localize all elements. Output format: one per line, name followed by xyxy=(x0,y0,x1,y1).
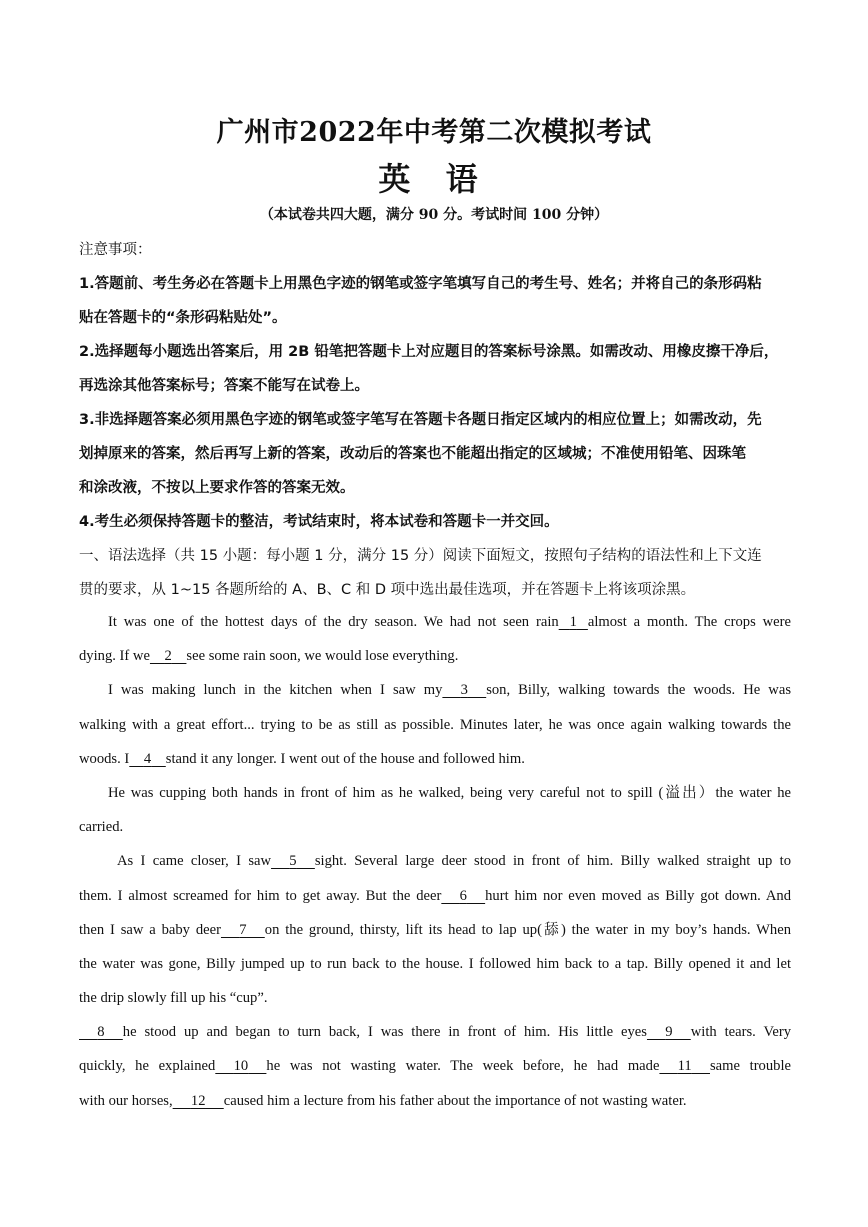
note-line: 划掉原来的答案，然后再写上新的答案，改动后的答案也不能超出指定的区域城；不准使用铅笔、因珠笔 xyxy=(79,446,746,462)
passage-text: same trouble xyxy=(709,1058,791,1075)
passage-line: carried. xyxy=(79,819,124,836)
passage-line: the drip slowly fill up his “cup”. xyxy=(79,990,268,1007)
blank-number: 7 xyxy=(239,921,247,938)
answer-blank-12 xyxy=(173,1084,224,1118)
answer-blank-11 xyxy=(659,1049,710,1083)
passage-line xyxy=(79,913,791,947)
exam-title: 广州市2022年中考第二次模拟考试 xyxy=(216,117,652,148)
passage-text: hurt him nor even moved as Billy got down. And xyxy=(485,887,791,904)
subject-title: 英 语 xyxy=(378,160,490,198)
notes-heading: 注意事项： xyxy=(79,242,152,258)
answer-blank-4 xyxy=(129,742,165,776)
passage-line: He was cupping both hands in front of him as he walked, being very careful not to spill (溢出）the water he xyxy=(108,784,791,801)
note-line: 贴在答题卡的“条形码粘贴处”。 xyxy=(79,310,287,326)
passage-text: woods. I xyxy=(79,750,130,767)
note-line: 2.选择题每小题选出答案后，用 2B 铅笔把答题卡上对应题目的答案标号涂黑。如需改动、用橡皮擦干净后， xyxy=(79,344,779,360)
answer-blank-3 xyxy=(442,673,486,707)
passage-text: As I came closer, I saw xyxy=(117,853,272,870)
passage-text: son, Billy, walking towards the woods. He was xyxy=(486,682,791,699)
answer-blank-5 xyxy=(271,844,315,878)
passage-text: on the ground, thirsty, lift its head to lap up(舔) the water in my boy’s hands. When xyxy=(264,921,791,938)
blank-number: 8 xyxy=(97,1024,105,1041)
blank-number: 4 xyxy=(143,750,152,767)
passage-text: I was making lunch in the kitchen when I saw my xyxy=(108,682,443,699)
blank-number: 10 xyxy=(233,1058,249,1075)
passage-text: he was not wasting water. The week before, he had made xyxy=(266,1058,660,1075)
blank-number: 12 xyxy=(190,1092,206,1109)
passage-line xyxy=(79,742,791,776)
passage-text: them. I almost screamed for him to get away. But the deer xyxy=(79,887,442,904)
passage-text: dying. If we xyxy=(79,648,150,665)
note-line: 3.非选择题答案必须用黑色字迹的钢笔或签字笔写在答题卡各题日指定区域内的相应位置上；如需改动，先 xyxy=(79,412,762,428)
blank-number: 6 xyxy=(459,887,467,904)
answer-blank-1 xyxy=(559,605,588,639)
passage-text: quickly, he explained xyxy=(79,1058,216,1075)
passage-text: almost a month. The crops were xyxy=(587,614,791,630)
answer-blank-2 xyxy=(150,639,186,673)
passage-line xyxy=(79,879,791,913)
passage-line xyxy=(79,1049,791,1083)
notes-section xyxy=(79,233,791,607)
passage-line xyxy=(79,1084,791,1118)
passage-text: stand it any longer. I went out of the house and followed him. xyxy=(165,750,525,767)
passage-text: see some rain soon, we would lose everything. xyxy=(186,648,459,665)
answer-blank-9 xyxy=(647,1015,691,1049)
passage-line xyxy=(79,673,791,707)
answer-blank-8 xyxy=(79,1015,123,1049)
passage-line xyxy=(79,639,791,673)
note-line: 再选涂其他答案标号；答案不能写在试卷上。 xyxy=(79,378,369,394)
passage-line: walking with a great effort... trying to be as still as possible. Minutes later, he was once again walking towards the xyxy=(79,716,791,733)
passage-text: caused him a lecture from his father about the importance of not wasting water. xyxy=(223,1092,687,1109)
blank-number: 1 xyxy=(569,614,577,630)
answer-blank-10 xyxy=(215,1049,266,1083)
note-line: 和涂改液，不按以上要求作答的答案无效。 xyxy=(79,480,355,496)
passage-line xyxy=(79,844,791,878)
blank-number: 2 xyxy=(164,648,172,665)
passage-text: sight. Several large deer stood in front of him. Billy walked straight up to xyxy=(314,853,791,870)
blank-number: 11 xyxy=(677,1058,692,1075)
passage-text: with tears. Very xyxy=(690,1024,791,1041)
passage-text: with our horses, xyxy=(79,1092,173,1109)
answer-blank-7 xyxy=(221,913,265,947)
note-line: 4.考生必须保持答题卡的整洁，考试结束时，将本试卷和答题卡一并交回。 xyxy=(79,514,559,530)
passage-line xyxy=(79,605,791,639)
blank-number: 3 xyxy=(460,682,468,699)
passage-text: then I saw a baby deer xyxy=(79,921,221,938)
blank-number: 9 xyxy=(665,1024,673,1041)
passage-line xyxy=(79,1015,791,1049)
passage-text: he stood up and began to turn back, I was there in front of him. His little eyes xyxy=(122,1024,647,1041)
reading-passage xyxy=(79,605,791,1118)
exam-info: （本试卷共四大题，满分 90 分。考试时间 100 分钟） xyxy=(259,207,609,223)
passage-text: It was one of the hottest days of the dry season. We had not seen rain xyxy=(108,614,559,630)
passage-line: the water was gone, Billy jumped up to run back to the house. I followed him back to a tap. Billy opened it and let xyxy=(79,955,791,972)
section-instructions: 贯的要求，从 1~15 各题所给的 A、B、C 和 D 项中选出最佳选项，并在答题卡上将该项涂黑。 xyxy=(79,582,696,598)
blank-number: 5 xyxy=(289,853,297,870)
note-line: 1.答题前、考生务必在答题卡上用黑色字迹的钢笔或签字笔填写自己的考生号、姓名；并将自己的条形码粘 xyxy=(79,276,762,292)
answer-blank-6 xyxy=(441,879,485,913)
section-instructions: 一、语法选择（共 15 小题：每小题 1 分，满分 15 分）阅读下面短文，按照句子结构的语法性和上下文连 xyxy=(79,548,762,564)
